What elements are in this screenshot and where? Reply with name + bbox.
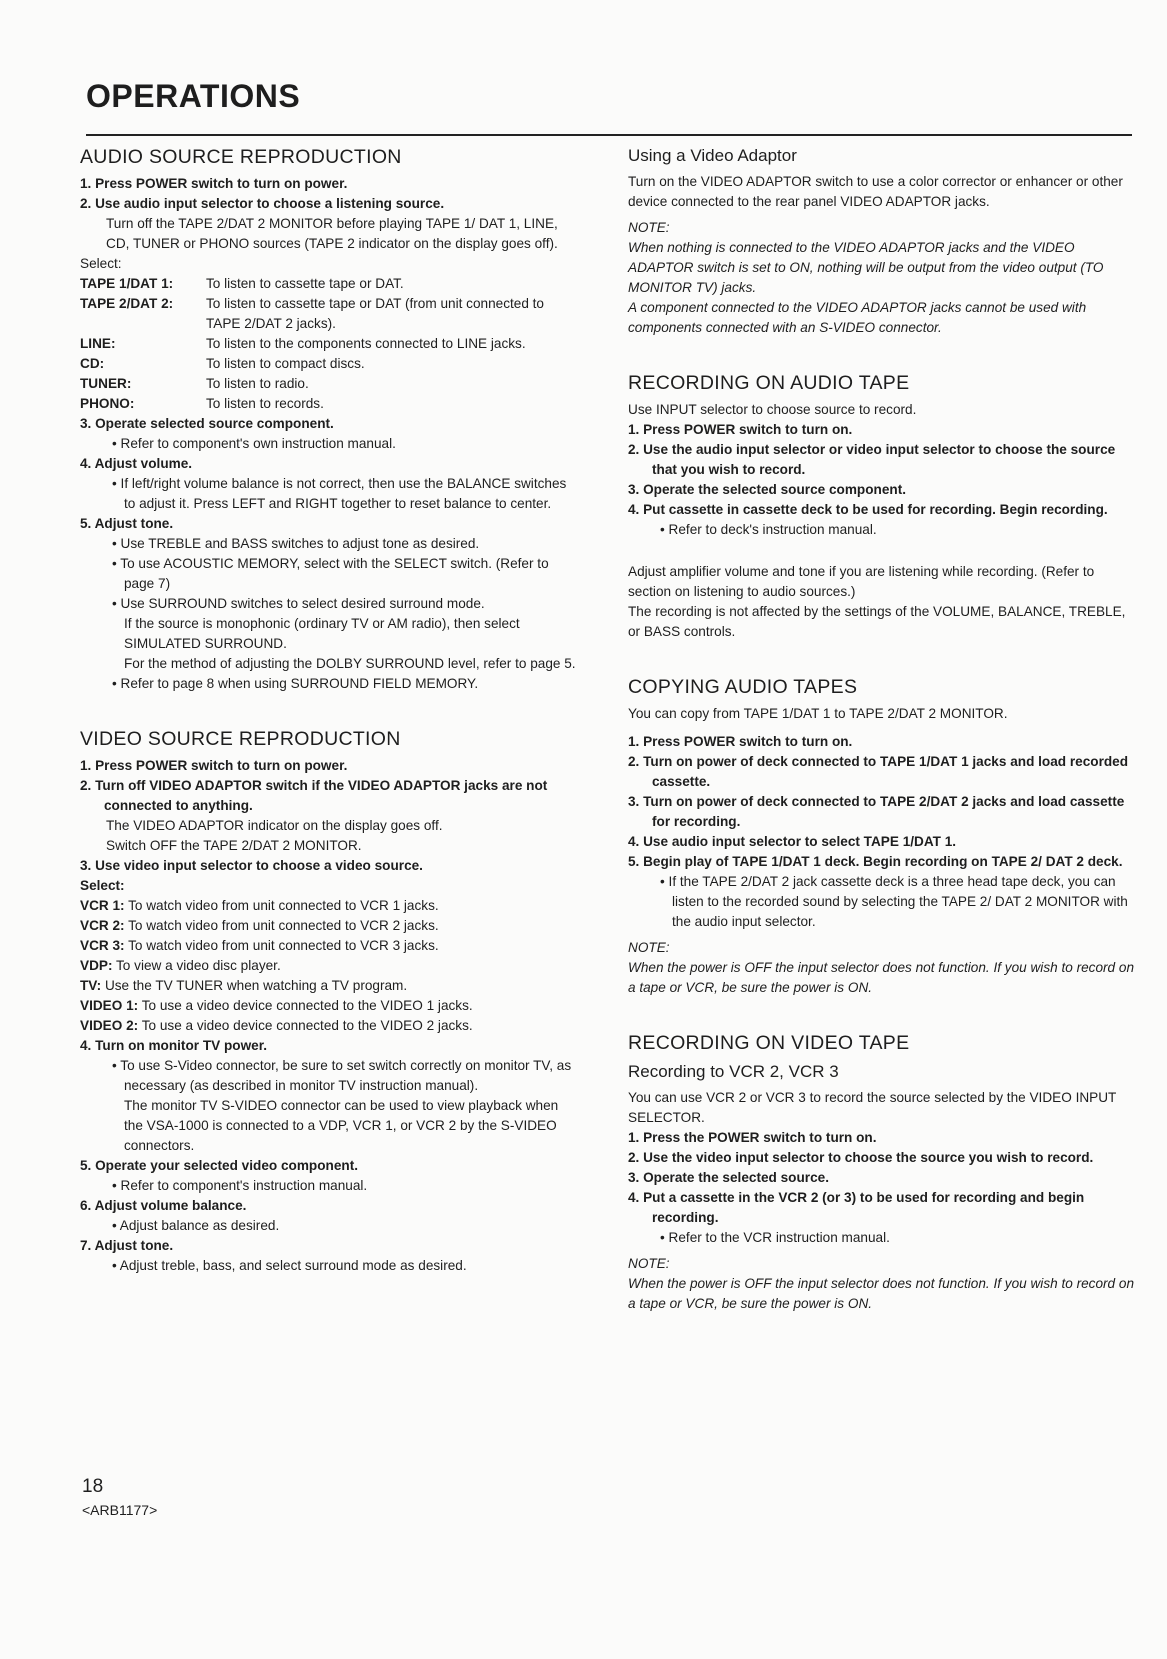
video-adaptor-heading: Using a Video Adaptor <box>628 146 797 165</box>
recording-audio-intro: Use INPUT selector to choose source to record. <box>628 402 917 417</box>
audio-step-5-bullet-cont: If the source is monophonic (ordinary TV or AM radio), then select SIMULATED SURROUND. <box>124 616 520 651</box>
page-title: OPERATIONS <box>86 78 301 114</box>
video-adaptor-section <box>628 144 1138 338</box>
video-step-7: 7. Adjust tone. <box>80 1238 174 1253</box>
video-step-6: 6. Adjust volume balance. <box>80 1198 247 1213</box>
recording-video-step-3: 3. Operate the selected source. <box>628 1170 829 1185</box>
copying-tapes-heading: COPYING AUDIO TAPES <box>628 676 858 698</box>
audio-source-item: TAPE 2/DAT 2: To listen to cassette tape or DAT (from unit connected to TAPE 2/DAT 2 jacks). <box>80 296 544 331</box>
copying-tapes-intro: You can copy from TAPE 1/DAT 1 to TAPE 2/DAT 2 MONITOR. <box>628 706 1008 721</box>
video-step-4-bullet: • To use S-Video connector, be sure to set switch correctly on monitor TV, as necessary (as described in monitor TV instruction manual). <box>112 1058 572 1093</box>
video-step-5-bullet: • Refer to component's instruction manual. <box>112 1178 368 1193</box>
audio-step-5-bullet: • To use ACOUSTIC MEMORY, select with the SELECT switch. (Refer to page 7) <box>112 556 549 591</box>
recording-audio-step-3: 3. Operate the selected source component. <box>628 482 907 497</box>
audio-select-label: Select: <box>80 256 122 271</box>
copying-step-5: 5. Begin play of TAPE 1/DAT 1 deck. Begin recording on TAPE 2/ DAT 2 deck. <box>628 854 1123 869</box>
audio-step-2: 2. Use audio input selector to choose a listening source. <box>80 196 445 211</box>
video-adaptor-note: A component connected to the VIDEO ADAPTOR jacks cannot be used with components connected with an S-VIDEO connector. <box>628 300 1087 335</box>
audio-source-item: CD: To listen to compact discs. <box>80 356 365 371</box>
recording-audio-heading: RECORDING ON AUDIO TAPE <box>628 372 910 394</box>
video-step-2: 2. Turn off VIDEO ADAPTOR switch if the VIDEO ADAPTOR jacks are not connected to anything. <box>80 778 548 813</box>
copying-step-3: 3. Turn on power of deck connected to TAPE 2/DAT 2 jacks and load cassette for recording. <box>628 794 1125 829</box>
video-step-4-bullet-cont: The monitor TV S-VIDEO connector can be used to view playback when the VSA-1000 is connected to a VDP, VCR 1, or VCR 2 by the S-VIDEO connectors. <box>124 1098 559 1153</box>
copying-step-4: 4. Use audio input selector to select TAPE 1/DAT 1. <box>628 834 957 849</box>
video-source-item: VCR 1: To watch video from unit connected to VCR 1 jacks. <box>80 898 439 913</box>
video-step-3: 3. Use video input selector to choose a video source. <box>80 858 423 873</box>
audio-step-3: 3. Operate selected source component. <box>80 416 334 431</box>
video-adaptor-note: When nothing is connected to the VIDEO ADAPTOR jacks and the VIDEO ADAPTOR switch is set to ON, nothing will be output from the video output (TO MONITOR TV) jacks. <box>628 240 1104 295</box>
video-source-item: VDP: To view a video disc player. <box>80 958 281 973</box>
audio-source-item: PHONO: To listen to records. <box>80 396 324 411</box>
audio-source-heading: AUDIO SOURCE REPRODUCTION <box>80 146 402 168</box>
recording-audio-para: The recording is not affected by the settings of the VOLUME, BALANCE, TREBLE, or BASS controls. <box>628 604 1126 639</box>
recording-audio-step-4-bullet: • Refer to deck's instruction manual. <box>660 522 877 537</box>
audio-source-item: TAPE 1/DAT 1: To listen to cassette tape or DAT. <box>80 276 404 291</box>
recording-video-step-4-bullet: • Refer to the VCR instruction manual. <box>660 1230 890 1245</box>
recording-video-step-1: 1. Press the POWER switch to turn on. <box>628 1130 877 1145</box>
video-step-7-bullet: • Adjust treble, bass, and select surround mode as desired. <box>112 1258 467 1273</box>
recording-video-note: When the power is OFF the input selector does not function. If you wish to record on a tape or VCR, be sure the power is ON. <box>628 1276 1135 1311</box>
video-step-4: 4. Turn on monitor TV power. <box>80 1038 268 1053</box>
recording-audio-step-1: 1. Press POWER switch to turn on. <box>628 422 853 437</box>
video-step-5: 5. Operate your selected video component. <box>80 1158 358 1173</box>
video-source-item: VCR 2: To watch video from unit connected to VCR 2 jacks. <box>80 918 439 933</box>
video-adaptor-text: Turn on the VIDEO ADAPTOR switch to use a color corrector or enhancer or other device connected to the rear panel VIDEO ADAPTOR jacks. <box>628 174 1123 209</box>
copying-step-5-bullet: • If the TAPE 2/DAT 2 jack cassette deck is a three head tape deck, you can listen to the recorded sound by selecting the TAPE 2/ DAT 2 MONITOR with the audio input selector. <box>660 874 1128 929</box>
recording-video-section <box>628 1030 1138 1314</box>
audio-source-section <box>80 144 578 694</box>
recording-video-step-2: 2. Use the video input selector to choose the source you wish to record. <box>628 1150 1094 1165</box>
recording-audio-step-2: 2. Use the audio input selector or video input selector to choose the source that you wish to record. <box>628 442 1116 477</box>
recording-video-step-4: 4. Put a cassette in the VCR 2 (or 3) to be used for recording and begin recording. <box>628 1190 1085 1225</box>
video-source-item: TV: Use the TV TUNER when watching a TV program. <box>80 978 408 993</box>
document-code: <ARB1177> <box>82 1502 158 1518</box>
audio-step-4: 4. Adjust volume. <box>80 456 193 471</box>
copying-step-1: 1. Press POWER switch to turn on. <box>628 734 853 749</box>
note-label: NOTE: <box>628 940 670 955</box>
recording-video-heading: RECORDING ON VIDEO TAPE <box>628 1032 910 1054</box>
copying-note: When the power is OFF the input selector does not function. If you wish to record on a tape or VCR, be sure the power is ON. <box>628 960 1135 995</box>
video-step-2-line: Switch OFF the TAPE 2/DAT 2 MONITOR. <box>106 838 362 853</box>
note-label: NOTE: <box>628 1256 670 1271</box>
copying-tapes-section <box>628 674 1138 998</box>
audio-source-item: TUNER: To listen to radio. <box>80 376 309 391</box>
recording-video-intro: You can use VCR 2 or VCR 3 to record the source selected by the VIDEO INPUT SELECTOR. <box>628 1090 1117 1125</box>
video-source-item: VIDEO 1: To use a video device connected to the VIDEO 1 jacks. <box>80 998 473 1013</box>
audio-step-4-bullet: • If left/right volume balance is not correct, then use the BALANCE switches to adjust it. Press LEFT and RIGHT together to reset balance to center. <box>112 476 567 511</box>
audio-step-2-text: Turn off the TAPE 2/DAT 2 MONITOR before playing TAPE 1/ DAT 1, LINE, CD, TUNER or PHONO sources (TAPE 2 indicator on the display goes off). <box>106 216 558 251</box>
copying-step-2: 2. Turn on power of deck connected to TAPE 1/DAT 1 jacks and load recorded cassette. <box>628 754 1129 789</box>
video-source-item: VCR 3: To watch video from unit connected to VCR 3 jacks. <box>80 938 439 953</box>
video-step-1: 1. Press POWER switch to turn on power. <box>80 758 348 773</box>
left-column <box>80 144 578 1276</box>
note-label: NOTE: <box>628 220 670 235</box>
audio-step-5-bullet: • Use TREBLE and BASS switches to adjust tone as desired. <box>112 536 480 551</box>
audio-step-5-bullet-cont: For the method of adjusting the DOLBY SURROUND level, refer to page 5. <box>124 656 576 671</box>
audio-step-5-bullet: • Use SURROUND switches to select desired surround mode. <box>112 596 485 611</box>
recording-audio-step-4: 4. Put cassette in cassette deck to be used for recording. Begin recording. <box>628 502 1108 517</box>
recording-video-subheading: Recording to VCR 2, VCR 3 <box>628 1062 839 1081</box>
video-step-2-line: The VIDEO ADAPTOR indicator on the display goes off. <box>106 818 443 833</box>
page-number: 18 <box>82 1476 104 1497</box>
audio-step-1: 1. Press POWER switch to turn on power. <box>80 176 348 191</box>
right-column <box>628 144 1138 1314</box>
title-rule <box>86 134 1132 136</box>
video-source-item: VIDEO 2: To use a video device connected to the VIDEO 2 jacks. <box>80 1018 473 1033</box>
video-source-heading: VIDEO SOURCE REPRODUCTION <box>80 728 401 750</box>
video-step-6-bullet: • Adjust balance as desired. <box>112 1218 280 1233</box>
recording-audio-para: Adjust amplifier volume and tone if you are listening while recording. (Refer to section on listening to audio sources.) <box>628 564 1095 599</box>
video-select-label: Select: <box>80 878 125 893</box>
audio-step-5: 5. Adjust tone. <box>80 516 174 531</box>
video-source-section <box>80 726 578 1276</box>
recording-audio-section <box>628 370 1138 642</box>
audio-step-3-bullet: • Refer to component's own instruction manual. <box>112 436 396 451</box>
audio-step-5-bullet: • Refer to page 8 when using SURROUND FIELD MEMORY. <box>112 676 479 691</box>
audio-source-item: LINE: To listen to the components connected to LINE jacks. <box>80 336 526 351</box>
